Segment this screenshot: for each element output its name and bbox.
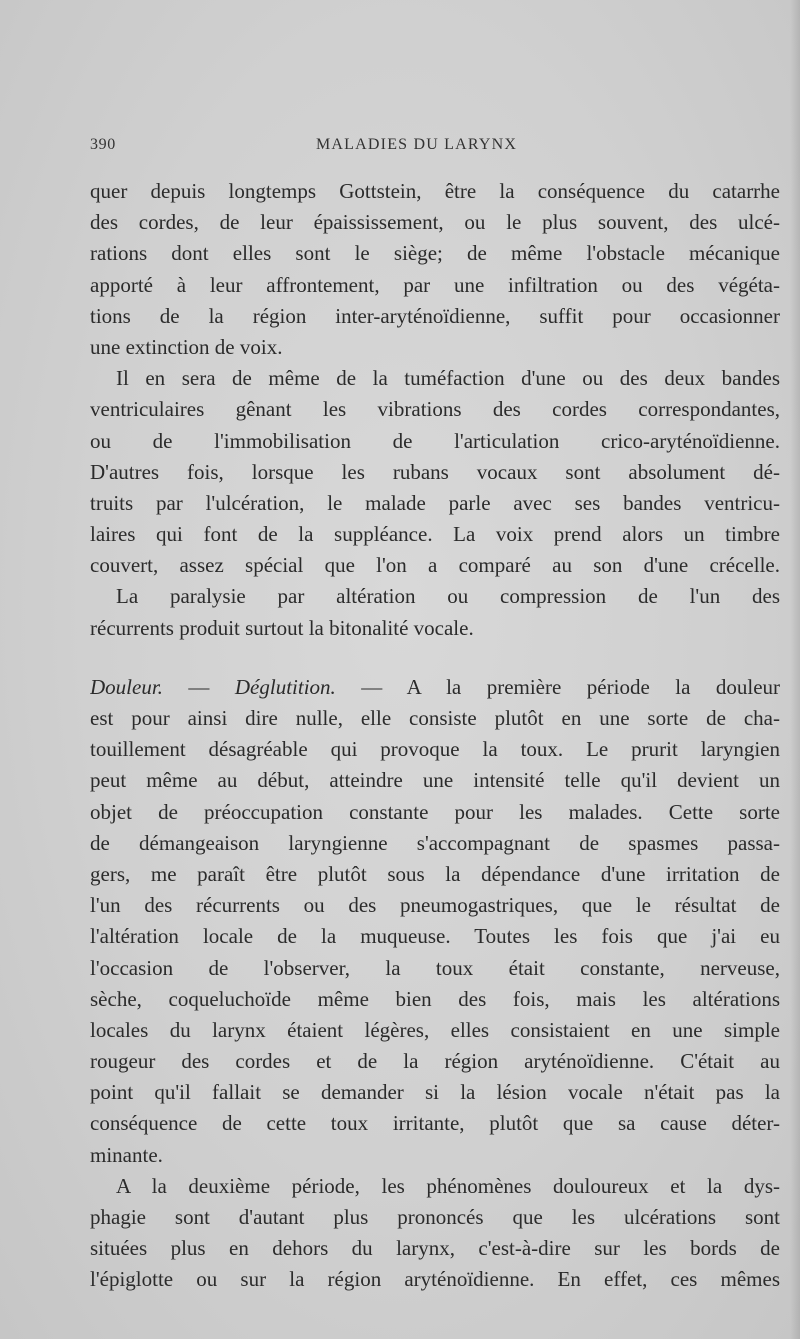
running-head bbox=[90, 136, 780, 160]
paragraph-4 bbox=[90, 672, 780, 1171]
paragraph-3 bbox=[90, 581, 780, 643]
text-line: A la deuxième période, les phénomènes douloureux et la dys- bbox=[116, 1173, 780, 1198]
text-line: une extinction de voix. bbox=[90, 334, 283, 359]
text-line: de démangeaison laryngienne s'accompagnant de spasmes passa- bbox=[90, 830, 780, 855]
text-line: Il en sera de même de la tuméfaction d'une ou des deux bandes bbox=[116, 366, 780, 391]
text-line: l'occasion de l'observer, la toux était constante, nerveuse, bbox=[90, 955, 780, 980]
text-line: conséquence de cette toux irritante, plutôt que sa cause déter- bbox=[90, 1111, 780, 1136]
text-line: truits par l'ulcération, le malade parle avec ses bandes ventricu- bbox=[90, 490, 780, 515]
heading-separator: — bbox=[162, 674, 235, 699]
text-line: point qu'il fallait se demander si la lésion vocale n'était pas la bbox=[90, 1080, 780, 1105]
section-spacer bbox=[90, 644, 780, 672]
text-line: ventriculaires gênant les vibrations des cordes correspondantes, bbox=[90, 397, 780, 422]
text-line: peut même au début, atteindre une intensité telle qu'il devient un bbox=[90, 768, 780, 793]
text-line: rougeur des cordes et de la région aryténoïdienne. C'était au bbox=[90, 1049, 780, 1074]
text-line: situées plus en dehors du larynx, c'est-à-dire sur les bords de bbox=[90, 1236, 780, 1261]
text-line: couvert, assez spécial que l'on a comparé au son d'une crécelle. bbox=[90, 553, 780, 578]
text-line: quer depuis longtemps Gottstein, être la conséquence du catarrhe bbox=[90, 179, 780, 203]
text-line: ou de l'immobilisation de l'articulation crico-aryténoïdienne. bbox=[90, 428, 780, 453]
text-line: tions de la région inter-aryténoïdienne, suffit pour occasionner bbox=[90, 303, 780, 328]
text-line: apporté à leur affrontement, par une infiltration ou des végéta- bbox=[90, 272, 780, 297]
text-line: minante. bbox=[90, 1142, 163, 1167]
text-line: des cordes, de leur épaississement, ou le plus souvent, des ulcé- bbox=[90, 210, 780, 235]
text-line: touillement désagréable qui provoque la toux. Le prurit laryngien bbox=[90, 737, 780, 762]
text-line: l'épiglotte ou sur la région aryténoïdienne. En effet, ces mêmes bbox=[90, 1267, 780, 1292]
heading-line-rest: A la première période la douleur bbox=[406, 674, 780, 699]
text-line: phagie sont d'autant plus prononcés que les ulcérations sont bbox=[90, 1205, 780, 1229]
text-line: l'un des récurrents ou des pneumogastriques, que le résultat de bbox=[90, 893, 780, 918]
page-number: 390 bbox=[90, 136, 116, 153]
text-line: laires qui font de la suppléance. La voix prend alors un timbre bbox=[90, 522, 780, 547]
text-line: D'autres fois, lorsque les rubans vocaux sont absolument dé- bbox=[90, 459, 780, 484]
text-line: locales du larynx étaient légères, elles consistaient en une simple bbox=[90, 1017, 780, 1042]
text-line: récurrents produit surtout la bitonalité vocale. bbox=[90, 615, 474, 640]
heading-deglutition: Déglutition. bbox=[234, 674, 336, 699]
text-line: rations dont elles sont le siège; de même l'obstacle mécanique bbox=[90, 241, 780, 266]
heading-douleur: Douleur. bbox=[90, 674, 163, 699]
page-edge-shadow bbox=[790, 0, 800, 1339]
text-line: La paralysie par altération ou compression de l'un des bbox=[116, 584, 780, 609]
text-line: est pour ainsi dire nulle, elle consiste plutôt en une sorte de cha- bbox=[90, 706, 780, 730]
paragraph-1 bbox=[90, 176, 780, 363]
text-line: sèche, coqueluchoïde même bien des fois, mais les altérations bbox=[90, 986, 780, 1011]
body-text bbox=[90, 176, 780, 1296]
text-line: gers, me paraît être plutôt sous la dépendance d'une irritation de bbox=[90, 861, 780, 886]
heading-separator: — bbox=[335, 674, 407, 699]
paragraph-2 bbox=[90, 363, 780, 581]
text-line: l'altération locale de la muqueuse. Toutes les fois que j'ai eu bbox=[90, 924, 780, 949]
paragraph-5 bbox=[90, 1171, 780, 1296]
section-heading-line bbox=[90, 672, 780, 703]
text-line: objet de préoccupation constante pour les malades. Cette sorte bbox=[90, 799, 780, 824]
running-title: MALADIES DU LARYNX bbox=[316, 136, 518, 153]
